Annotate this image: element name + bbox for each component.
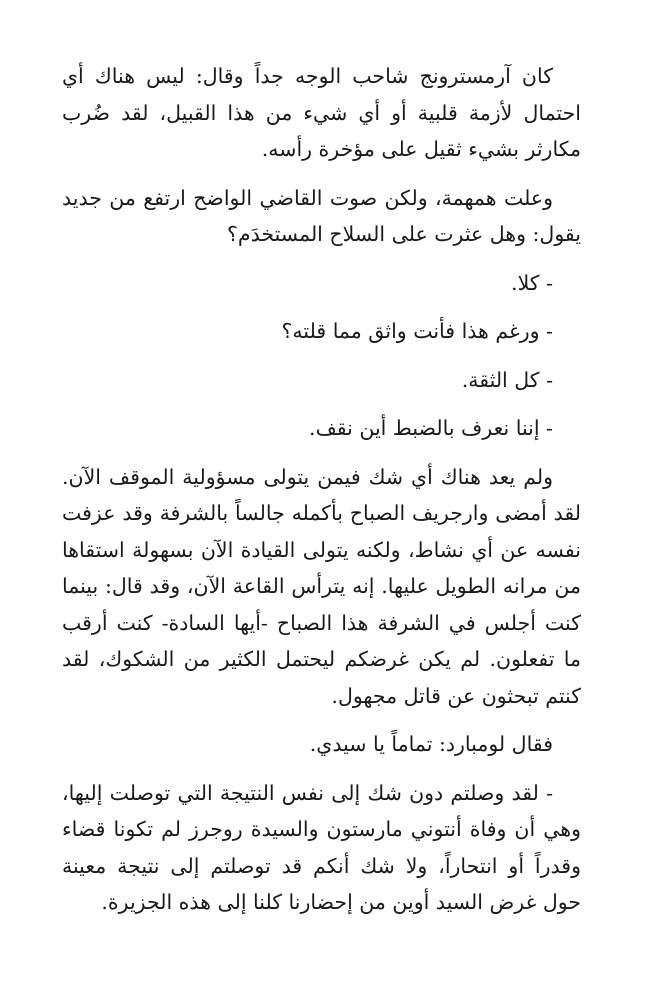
paragraph-wargrave: ولم يعد هناك أي شك فيمن يتولى مسؤولية الموقف الآن. لقد أمضى وارجريف الصباح بأكمله جالساً بالشرفة وقد عزفت نفسه عن أي نشاط، ولكنه يتولى القيادة الآن بسهولة استقاها من مرانه الطويل عليها. إنه يترأس القاعة الآن، وقد قال: بينما كنت أجلس في الشرفة هذا الصباح -أيها السادة- كنت أرقب ما تفعلون. لم يكن غرضكم ليحتمل الكثير من الشكوك، لقد كنتم تبحثون عن قاتل مجهول. bbox=[62, 464, 581, 708]
dialog-line-where-we-stand: - إننا نعرف بالضبط أين نقف. bbox=[309, 416, 553, 440]
dialog-line-no: - كلا. bbox=[511, 270, 553, 295]
dialog-line-lombard: فقال لومبارد: تماماً يا سيدي. bbox=[309, 732, 553, 756]
paragraph-judge-question: وعلت همهمة، ولكن صوت القاضي الواضح ارتفع من جديد يقول: وهل عثرت على السلاح المستخدَم؟ bbox=[62, 185, 581, 246]
paragraph-conclusion: - لقد وصلتم دون شك إلى نفس النتيجة التي توصلت إليها، وهي أن وفاة أنتوني مارستون والسيدة روجرز لم تكونا قضاء وقدراً أو انتحاراً، ولا شك أنكم قد توصلتم إلى نتيجة معينة حول غرض السيد أوين من إحضارنا كلنا إلى هذه الجزيرة. bbox=[62, 780, 581, 914]
paragraph-armstrong: كان آرمسترونج شاحب الوجه جداً وقال: ليس هناك أي احتمال لأزمة قلبية أو أي شيء من هذا القبيل، لقد ضُرب مكارثر بشيء ثقيل على مؤخرة رأسه. bbox=[62, 64, 581, 161]
dialog-line-full-confidence: - كل الثقة. bbox=[461, 367, 553, 392]
dialog-line-confident: - ورغم هذا فأنت واثق مما قلته؟ bbox=[281, 319, 553, 343]
